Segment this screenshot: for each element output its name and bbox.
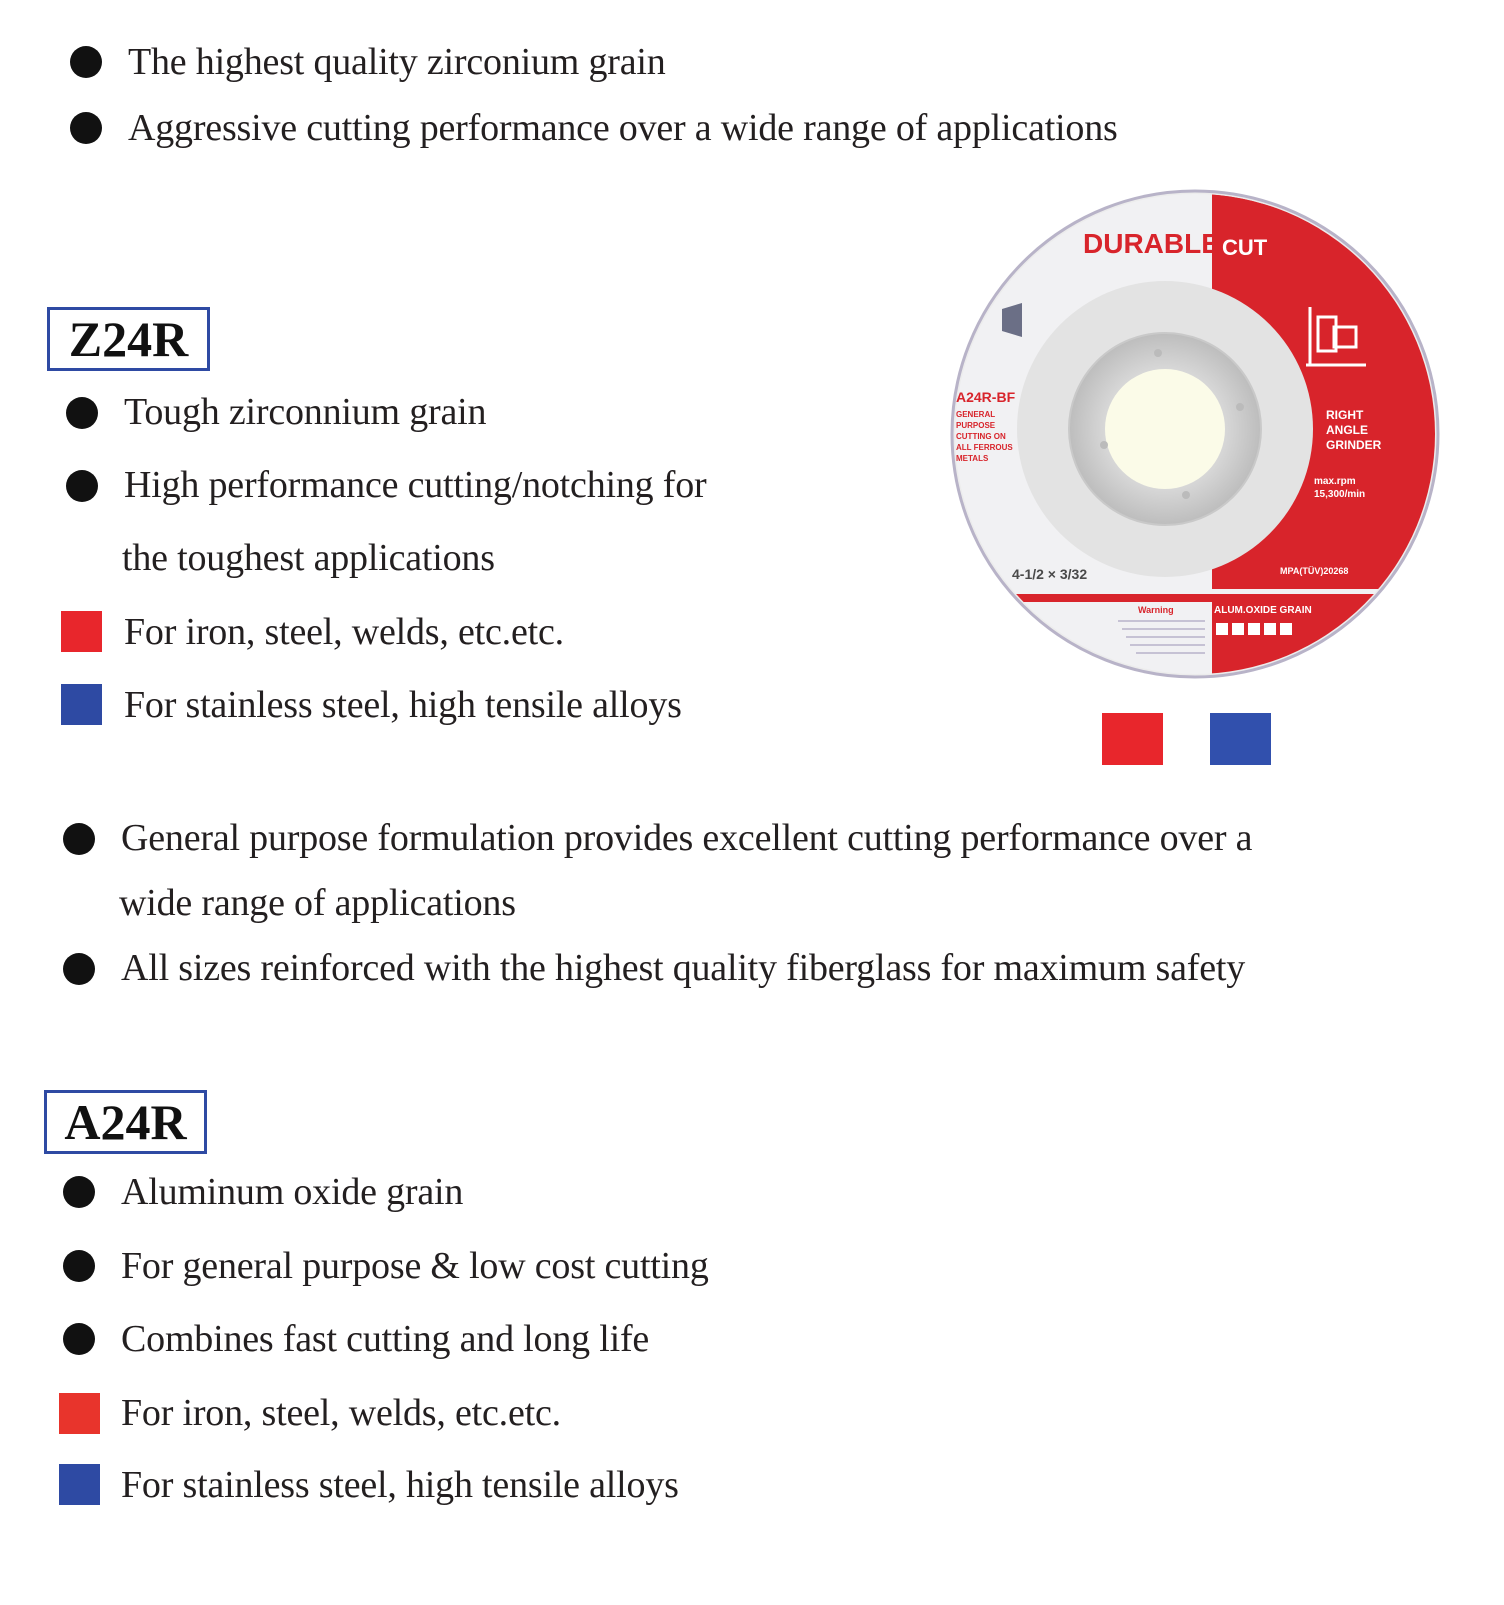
wheel-rpm-value: 15,300/min xyxy=(1314,489,1366,500)
wheel-size: 4-1/2 × 3/32 xyxy=(1012,566,1088,582)
bullet-icon xyxy=(63,1176,95,1208)
wheel-brand-right: CUT xyxy=(1222,235,1268,260)
wheel-desc-4: ALL FERROUS xyxy=(956,443,1013,452)
bullet-icon xyxy=(66,397,98,429)
wheel-cert: MPA(TÜV)20268 xyxy=(1280,566,1349,576)
general-bullet-1-cont: wide range of applications xyxy=(119,882,516,924)
wheel-use-1: RIGHT xyxy=(1326,408,1364,422)
a24r-use-blue: For stainless steel, high tensile alloys xyxy=(121,1464,679,1506)
intro-bullet-2: Aggressive cutting performance over a wide range of applications xyxy=(128,107,1118,149)
model-label-z24r: Z24R xyxy=(47,307,210,371)
wheel-model: A24R-BF xyxy=(956,389,1016,405)
bullet-icon xyxy=(63,1323,95,1355)
z24r-use-blue: For stainless steel, high tensile alloys xyxy=(124,684,682,726)
bullet-icon xyxy=(63,953,95,985)
bullet-icon xyxy=(66,470,98,502)
legend-blue-swatch-icon xyxy=(1210,713,1271,765)
intro-bullet-1: The highest quality zirconium grain xyxy=(128,41,666,83)
z24r-bullet-2-cont: the toughest applications xyxy=(122,537,495,579)
wheel-desc-5: METALS xyxy=(956,454,989,463)
general-bullet-2: All sizes reinforced with the highest quality fiberglass for maximum safety xyxy=(121,947,1246,989)
wheel-desc-2: PURPOSE xyxy=(956,421,996,430)
a24r-bullet-2: For general purpose & low cost cutting xyxy=(121,1245,709,1287)
legend-red-swatch-icon xyxy=(1102,713,1163,765)
a24r-use-red: For iron, steel, welds, etc.etc. xyxy=(121,1392,561,1434)
z24r-use-red: For iron, steel, welds, etc.etc. xyxy=(124,611,564,653)
bullet-icon xyxy=(63,823,95,855)
a24r-bullet-1: Aluminum oxide grain xyxy=(121,1171,464,1213)
red-swatch-icon xyxy=(59,1393,100,1434)
bullet-icon xyxy=(63,1250,95,1282)
z24r-bullet-2: High performance cutting/notching for xyxy=(124,464,707,506)
wheel-desc-1: GENERAL xyxy=(956,410,996,419)
z24r-bullet-1: Tough zirconnium grain xyxy=(124,391,487,433)
bullet-icon xyxy=(70,112,102,144)
wheel-brand-left: DURABLE xyxy=(1083,228,1220,259)
wheel-use-2: ANGLE xyxy=(1326,423,1368,437)
wheel-rpm-label: max.rpm xyxy=(1314,476,1356,487)
general-bullet-1: General purpose formulation provides excellent cutting performance over a xyxy=(121,817,1253,859)
wheel-grain: ALUM.OXIDE GRAIN xyxy=(1214,605,1312,616)
model-label-a24r: A24R xyxy=(44,1090,207,1154)
wheel-warning: Warning xyxy=(1138,605,1174,615)
wheel-desc-3: CUTTING ON xyxy=(956,432,1006,441)
blue-swatch-icon xyxy=(59,1464,100,1505)
bullet-icon xyxy=(70,46,102,78)
a24r-bullet-3: Combines fast cutting and long life xyxy=(121,1318,650,1360)
cutting-wheel-image xyxy=(950,189,1440,679)
wheel-use-3: GRINDER xyxy=(1326,438,1382,452)
red-swatch-icon xyxy=(61,611,102,652)
blue-swatch-icon xyxy=(61,684,102,725)
